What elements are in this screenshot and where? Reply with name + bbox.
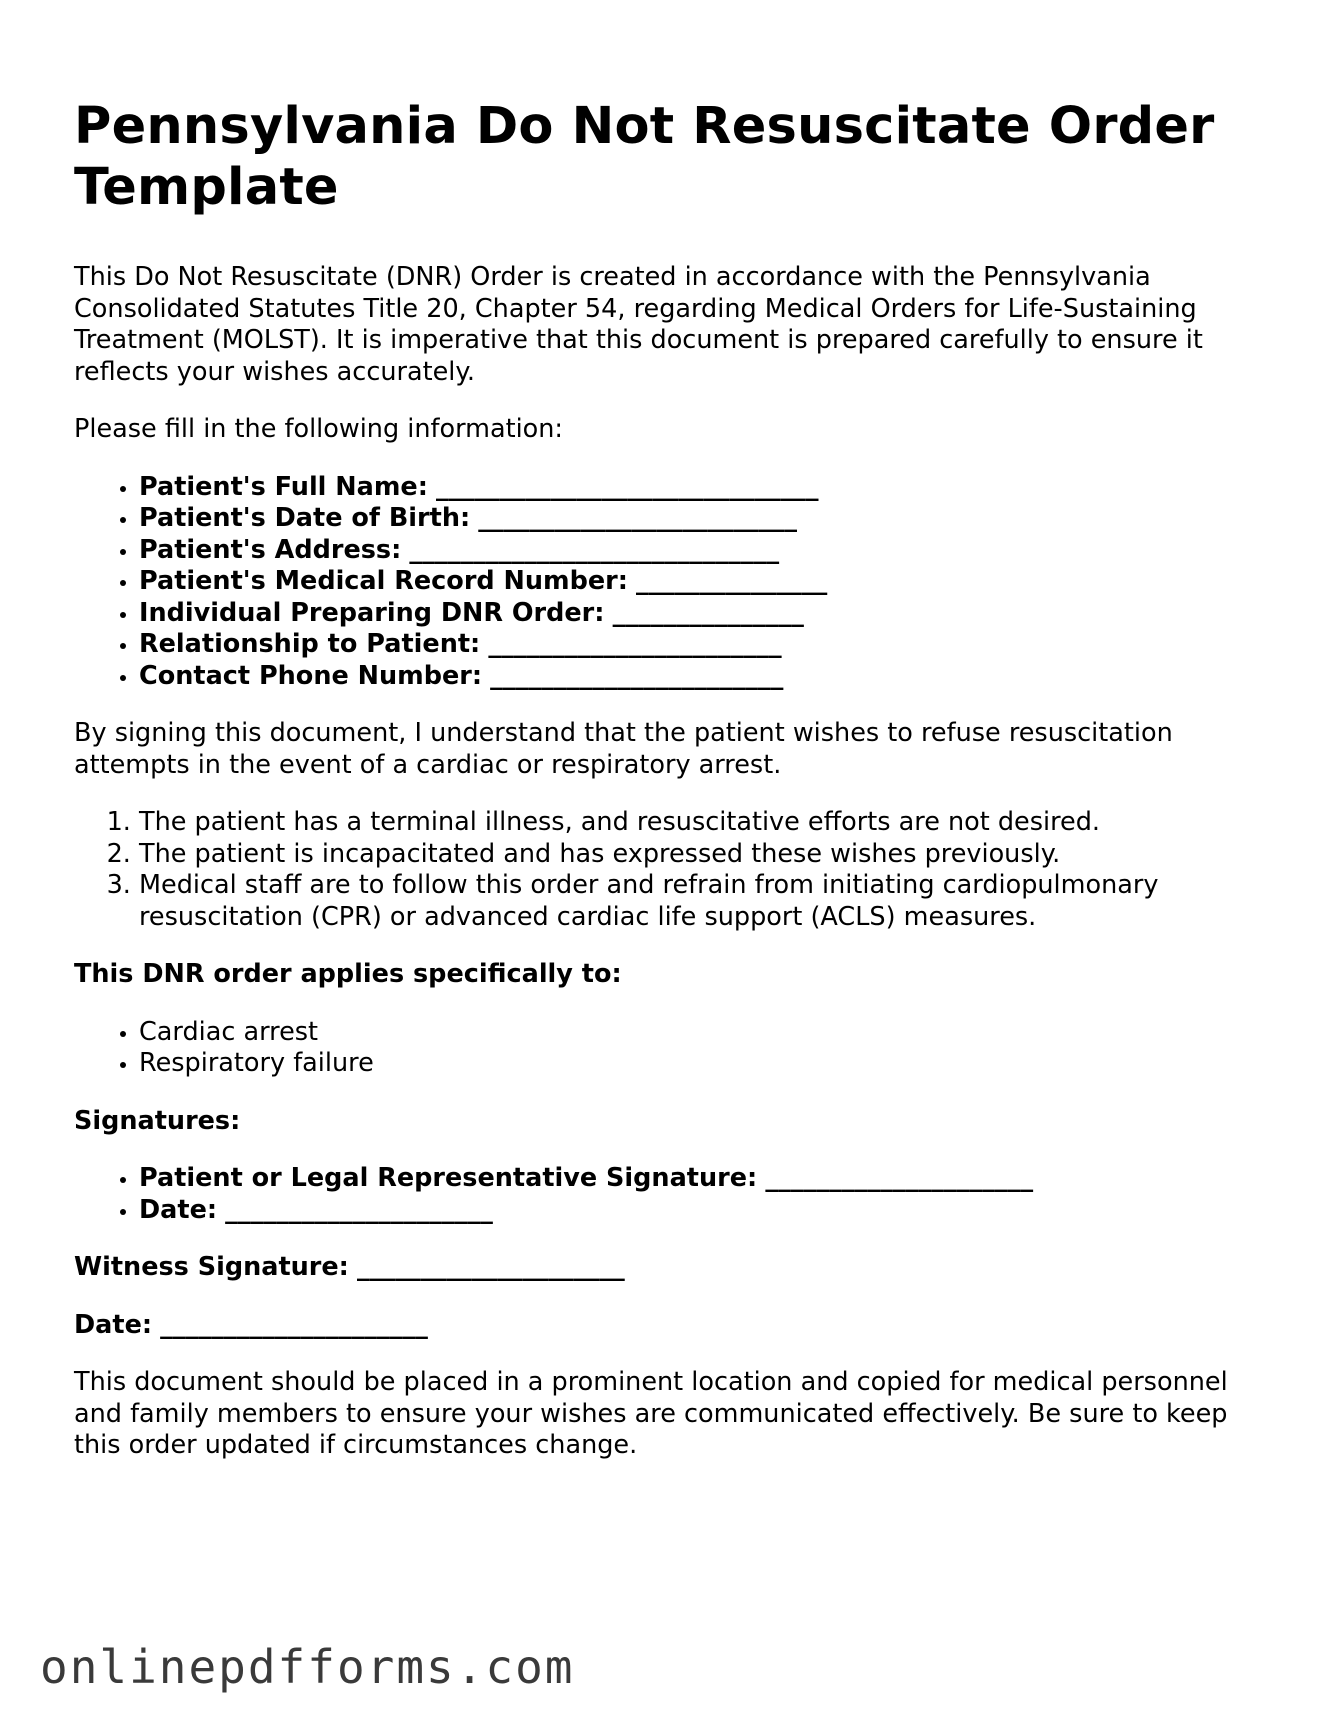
- conditions-list: [74, 807, 1274, 933]
- field-blank[interactable]: _______________________: [488, 629, 782, 659]
- field-label: Patient's Medical Record Number:: [139, 566, 628, 596]
- applies-item: • Respiratory failure: [139, 1048, 1274, 1080]
- witness-date-line: [74, 1310, 1274, 1342]
- signing-statement: By signing this document, I understand that the patient wishes to refuse resuscitation attempts in the event of a cardiac or respiratory arrest.: [74, 718, 1173, 780]
- field-blank[interactable]: _______________: [612, 597, 804, 628]
- condition-item: 1. The patient has a terminal illness, and resuscitative efforts are not desired.: [139, 807, 1274, 839]
- condition-item: 2. The patient is incapacitated and has expressed these wishes previously.: [139, 839, 1274, 871]
- applies-list: [74, 1017, 1274, 1080]
- field-label: Patient or Legal Representative Signature:: [139, 1163, 758, 1193]
- signature-field-date: [139, 1195, 1274, 1227]
- field-label: Date:: [139, 1194, 218, 1225]
- field-blank[interactable]: _______________: [636, 566, 828, 596]
- field-label: Witness Signature:: [74, 1252, 349, 1282]
- fill-prompt: Please fill in the following information:: [74, 414, 564, 444]
- field-label: Date:: [74, 1309, 153, 1340]
- info-field-medical-record-number: [139, 566, 1274, 598]
- info-field-address: [139, 535, 1274, 567]
- witness-blank[interactable]: _____________________: [356, 1252, 625, 1282]
- condition-item: 3. Medical staff are to follow this order and refrain from initiating cardiopulmonary resuscitation (CPR) or advanced cardiac life support (ACLS) measures.: [139, 870, 1274, 933]
- field-label: Patient's Full Name:: [139, 471, 428, 502]
- info-field-full-name: [139, 472, 1274, 504]
- document-page: [74, 96, 1274, 1488]
- field-blank[interactable]: _______________________: [490, 660, 784, 691]
- signature-field-patient: [139, 1163, 1274, 1195]
- field-blank[interactable]: ______________________________: [436, 471, 819, 502]
- info-field-phone: [139, 661, 1274, 693]
- info-field-date-of-birth: [139, 503, 1274, 535]
- signature-field-list: [74, 1163, 1274, 1226]
- info-field-preparer: [139, 598, 1274, 630]
- document-title: Pennsylvania Do Not Resuscitate Order Template: [74, 97, 1215, 217]
- info-field-relationship: [139, 629, 1274, 661]
- field-label: Patient's Address:: [139, 534, 402, 565]
- witness-signature-line: [74, 1252, 1274, 1284]
- signatures-heading: Signatures:: [74, 1105, 241, 1136]
- witness-date-blank[interactable]: _____________________: [160, 1309, 428, 1340]
- info-field-list: [74, 472, 1274, 693]
- field-label: Contact Phone Number:: [139, 660, 483, 691]
- field-blank[interactable]: _____________________________: [409, 534, 780, 565]
- closing-paragraph: This document should be placed in a prominent location and copied for medical personnel and family members to ensure your wishes are communicated effectively. Be sure to keep this order updated if circumstances change.: [74, 1367, 1228, 1460]
- field-blank[interactable]: _________________________: [478, 503, 798, 533]
- field-label: Patient's Date of Birth:: [139, 503, 471, 533]
- intro-paragraph: This Do Not Resuscitate (DNR) Order is created in accordance with the Pennsylvania Consolidated Statutes Title 20, Chapter 54, regarding Medical Orders for Life-Sustaining Treatment (MOLST). It is imperative that this document is prepared carefully to ensure it reflects your wishes accurately.: [74, 262, 1203, 387]
- applies-item: • Cardiac arrest: [139, 1017, 1274, 1049]
- applies-heading: This DNR order applies specifically to:: [74, 959, 622, 989]
- field-label: Relationship to Patient:: [139, 629, 481, 659]
- signature-blank[interactable]: _____________________: [765, 1163, 1034, 1193]
- field-label: Individual Preparing DNR Order:: [139, 597, 605, 628]
- watermark: onlinepdfforms.com: [40, 1640, 575, 1694]
- date-blank[interactable]: _____________________: [225, 1194, 493, 1225]
